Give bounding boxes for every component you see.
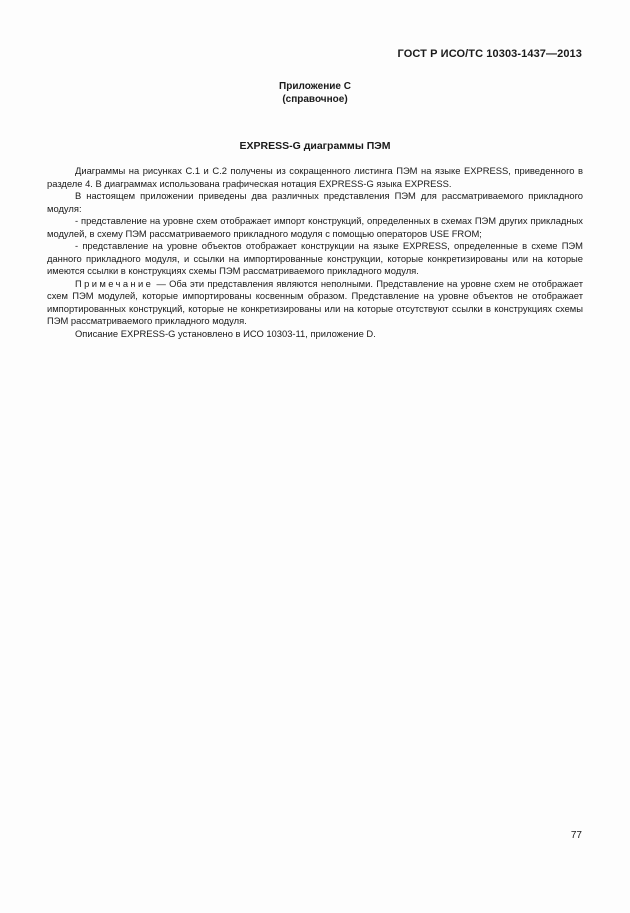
note-paragraph	[47, 278, 583, 328]
paragraph: - представление на уровне схем отображает импорт конструкций, определенных в схемах ПЭМ других прикладных модулей, в схему ПЭМ рассматриваемого прикладного модуля с помощью операторов USE FROM;	[47, 215, 583, 239]
note-text: Оба эти представления являются неполными. Представление на уровне схем не отображает схем ПЭМ модулей, которые импортированы косвенным образом. Представление на уровне объектов не отображает импортированных конструкций, которые не конкретизированы или на которые отсутствуют ссылки в конструкциях схемы ПЭМ рассматриваемого прикладного модуля.	[47, 277, 583, 326]
appendix-subtitle: (справочное)	[282, 94, 348, 105]
closing-paragraph: Описание EXPRESS-G установлено в ИСО 10303-11, приложение D.	[75, 327, 376, 339]
standard-code-header: ГОСТ Р ИСО/ТС 10303-1437—2013	[397, 48, 582, 60]
paragraph: В настоящем приложении приведены два различных представления ПЭМ для рассматриваемого прикладного модуля:	[47, 190, 583, 214]
page-number: 77	[570, 830, 582, 841]
paragraph: Диаграммы на рисунках C.1 и C.2 получены из сокращенного листинга ПЭМ на языке EXPRESS, приведенного в разделе 4. В диаграммах использована графическая нотация EXPRESS-G языка EXPRESS.	[47, 165, 583, 189]
body-text	[47, 165, 583, 340]
section-title: EXPRESS-G диаграммы ПЭМ	[239, 140, 391, 152]
appendix-title: Приложение C	[279, 81, 351, 92]
paragraph: - представление на уровне объектов отображает конструкции на языке EXPRESS, определенные в схеме ПЭМ данного прикладного модуля, и ссылки на импортированные конструкции, которые конкретизированы или на которые имеются ссылки в конструкциях схемы ПЭМ рассматриваемого прикладного модуля.	[47, 240, 583, 276]
note-dash: —	[153, 277, 170, 289]
appendix-heading	[0, 80, 630, 106]
note-label: Примечание	[75, 277, 154, 289]
